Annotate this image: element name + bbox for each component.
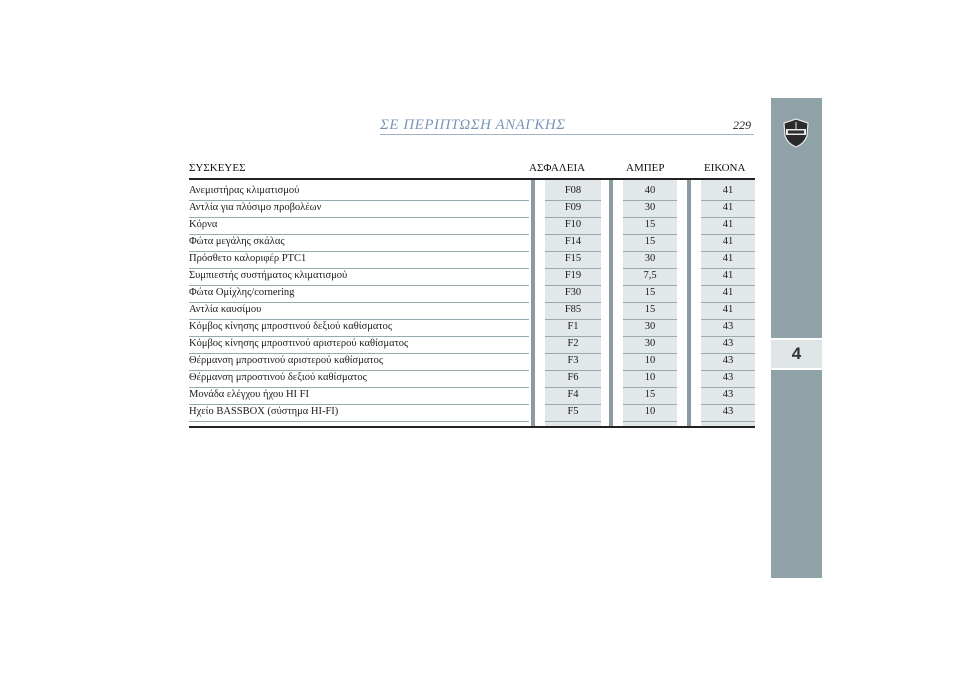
fuse-cell: F09 [564,202,582,213]
amp-cell: 30 [644,202,656,213]
figure-cell: 41 [722,270,734,281]
figure-cell: 41 [722,287,734,298]
table-body [189,184,755,422]
figure-cell: 43 [722,389,734,400]
device-cell: Κόρνα [189,219,218,230]
fuse-cell: F1 [567,321,579,332]
device-cell: Αντλία για πλύσιμο προβολέων [189,202,322,213]
row-divider [701,421,755,422]
amp-cell: 30 [644,338,656,349]
fuse-cell: F14 [564,236,582,247]
amp-cell: 40 [644,185,656,196]
table-row [189,388,755,405]
device-cell: Μονάδα ελέγχου ήχου HI FI [189,389,309,400]
device-cell: Ηχείο BASSBOX (σύστημα HI-FI) [189,406,339,417]
figure-cell: 41 [722,202,734,213]
column-header-devices: ΣΥΣΚΕΥΕΣ [189,162,246,174]
device-cell: Πρόσθετο καλοριφέρ PTC1 [189,253,307,264]
table-header [189,158,755,178]
figure-cell: 41 [722,219,734,230]
device-cell: Θέρμανση μπροστινού δεξιού καθίσματος [189,372,367,383]
table-row [189,320,755,337]
device-cell: Θέρμανση μπροστινού αριστερού καθίσματος [189,355,383,366]
figure-cell: 43 [722,406,734,417]
row-divider [623,421,677,422]
amp-cell: 15 [644,304,656,315]
figure-cell: 43 [722,355,734,366]
device-cell: Ανεμιστήρας κλιματισμού [189,185,300,196]
amp-cell: 15 [644,236,656,247]
fuse-cell: F2 [567,338,579,349]
table-row [189,337,755,354]
fuse-cell: F19 [564,270,582,281]
device-cell: Συμπιεστής συστήματος κλιματισμού [189,270,348,281]
device-cell: Φώτα Ομίχλης/cornering [189,287,295,298]
figure-cell: 41 [722,185,734,196]
amp-cell: 10 [644,355,656,366]
figure-cell: 41 [722,236,734,247]
device-cell: Φώτα μεγάλης σκάλας [189,236,285,247]
table-row [189,354,755,371]
chapter-tab[interactable] [771,338,822,370]
figure-cell: 41 [722,304,734,315]
device-cell: Κόμβος κίνησης μπροστινού δεξιού καθίσματος [189,321,392,332]
table-row [189,184,755,201]
fuse-cell: F08 [564,185,582,196]
amp-cell: 15 [644,287,656,298]
fuse-cell: F30 [564,287,582,298]
page-number: 229 [733,118,751,132]
column-header-figure: ΕΙΚΟΝΑ [704,162,746,174]
table-row [189,303,755,320]
amp-cell: 30 [644,321,656,332]
figure-cell: 43 [722,338,734,349]
chapter-sidebar [771,98,822,578]
row-divider [545,421,601,422]
amp-cell: 10 [644,406,656,417]
section-title: ΣΕ ΠΕΡΙΠΤΩΣΗ ΑΝΑΓΚΗΣ [380,117,566,133]
amp-cell: 15 [644,219,656,230]
column-header-amp: ΑΜΠΕΡ [626,162,665,174]
fuse-cell: F85 [564,304,582,315]
fuse-cell: F3 [567,355,579,366]
table-row [189,235,755,252]
amp-cell: 10 [644,372,656,383]
table-row [189,269,755,286]
device-cell: Αντλία καυσίμου [189,304,262,315]
figure-cell: 43 [722,321,734,332]
device-cell: Κόμβος κίνησης μπροστινού αριστερού καθίσματος [189,338,409,349]
fuse-cell: F10 [564,219,582,230]
fuse-table [189,158,755,428]
figure-cell: 43 [722,372,734,383]
table-row [189,371,755,388]
lancia-shield-icon [782,118,810,148]
figure-cell: 41 [722,253,734,264]
amp-cell: 30 [644,253,656,264]
column-header-fuse: ΑΣΦΑΛΕΙΑ [529,162,586,174]
header-divider [380,134,754,135]
fuse-cell: F6 [567,372,579,383]
fuse-cell: F5 [567,406,579,417]
table-row [189,252,755,269]
bottom-rule [189,426,755,428]
table-row [189,286,755,303]
table-row [189,405,755,422]
fuse-cell: F4 [567,389,579,400]
amp-cell: 15 [644,389,656,400]
amp-cell: 7,5 [643,270,657,281]
table-row [189,201,755,218]
chapter-number: 4 [791,344,802,363]
fuse-cell: F15 [564,253,582,264]
table-row [189,218,755,235]
